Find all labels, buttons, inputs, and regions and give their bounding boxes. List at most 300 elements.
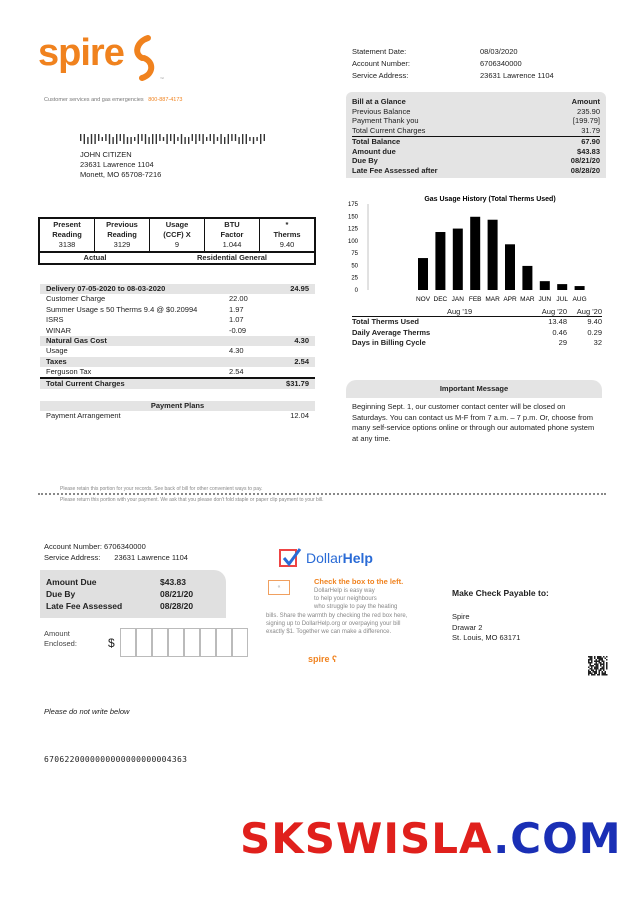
payable-address [452,612,520,644]
qr-module [596,667,598,669]
value: 2.54 [294,356,309,366]
qr-module [593,665,595,667]
qr-module [600,659,602,661]
barcode-bar [199,134,200,141]
payable-title: Make Check Payable to: [452,588,549,598]
qr-module [606,664,608,666]
x-tick-label: MAR [520,296,535,303]
qr-module [594,664,596,666]
stub-row [46,588,220,600]
prev: 29 [558,338,567,347]
qr-module [590,656,592,658]
x-tick-label: JUL [556,296,568,303]
blank [352,307,447,316]
qr-module [588,673,590,675]
barcode-bar [253,137,254,144]
qr-module [599,656,601,658]
barcode-bar [94,134,95,144]
qr-module [591,674,593,676]
label: Total Current Charges [352,125,426,135]
qr-module [606,662,608,664]
stats-header [352,307,602,317]
statement-info [352,46,602,82]
amount-enclosed-label [44,629,77,649]
qr-module [591,661,593,663]
curr: 9.40 [587,317,602,326]
payment-plan-line [40,411,315,422]
qr-module [600,670,602,672]
qr-module [602,659,604,661]
label: Service Address: [352,71,409,80]
barcode-bar [80,134,81,141]
qr-module [605,671,607,673]
meter-col-present [40,219,95,251]
payment-plans-header [40,401,315,411]
stub-amount-box [40,570,226,618]
qr-module [596,668,598,670]
text: to help your neighbours [314,596,377,602]
label: Customer Charge [46,294,106,303]
label: Natural Gas Cost [46,336,107,345]
stub-service-row [44,552,188,563]
label: Account Number: [44,542,102,551]
header-curr: Aug '20 [541,307,567,316]
bar-dec [435,232,445,290]
bar-jan [453,229,463,290]
qr-module [599,661,601,663]
barcode-bar [177,137,178,141]
barcode-bar [130,137,131,144]
qr-module [596,662,598,664]
scanline: 6706220000000000000000004363 [44,755,188,764]
dollarhelp-brand [306,550,373,566]
barcode-bar [213,134,214,144]
qr-module [596,659,598,661]
qr-module [600,662,602,664]
hands-check-icon [278,546,304,570]
value: 08/28/20 [570,165,600,175]
digit-box[interactable] [152,628,168,657]
watermark-part2: .COM [493,814,622,863]
barcode-bar [120,134,121,141]
meter-col-btu [205,219,260,251]
value: 08/21/20 [160,589,194,599]
barcode-bar [109,134,110,144]
barcode-bar [163,137,164,141]
qr-module [588,661,590,663]
total-balance-row [352,137,600,147]
barcode-bar [184,137,185,144]
contact-line [44,97,182,103]
label: Account Number: [352,59,410,68]
qr-module [588,670,590,672]
value: 12.04 [290,411,309,420]
qr-module [605,658,607,660]
stat-row [352,338,602,349]
meter-col-previous [95,219,150,251]
qr-module [599,662,601,664]
spire-swirl-icon: ʕ [332,654,338,664]
y-tick-label: 25 [351,275,358,282]
qr-module [603,668,605,670]
charge-line [40,315,315,326]
postal-barcode-icon [80,132,270,146]
label: Enclosed: [44,639,77,648]
trademark: ™ [159,76,164,81]
value: -0.09 [229,325,247,335]
rate-class: Residential General [196,253,268,262]
barcode-bar [206,137,207,141]
present-reading: 3138 [58,240,76,249]
label: Daily Average Therms [352,327,431,337]
qr-module [597,668,599,670]
qr-module [596,665,598,667]
qr-module [600,668,602,670]
qr-module [591,667,593,669]
qr-module [600,656,602,658]
barcode-bar [87,137,88,144]
header: Factor [220,230,244,239]
curr: 32 [593,338,602,347]
header-prev-year: Aug '19 [447,307,473,316]
digit-box[interactable] [232,628,248,657]
gas-cost-header [40,336,315,346]
barcode-bar [238,137,239,144]
mailing-address [80,132,270,180]
stub-account-number: 6706340000 [104,542,146,551]
qr-module [597,664,599,666]
bill-at-a-glance [346,92,606,178]
total-current-charges [40,377,315,389]
cta: Check the box to the left. [314,577,404,586]
charge-line [40,305,315,316]
text: who struggle to pay the heating [314,604,398,610]
barcode-bar [181,134,182,144]
digit-box[interactable] [184,628,200,657]
bar-jun [540,281,550,290]
barcode-bar [127,137,128,144]
value: [199.79] [572,116,600,125]
meter-col-usage [150,219,205,251]
barcode-bar [242,134,243,144]
do-not-write-note: Please do not write below [44,707,130,716]
bar-mar [488,220,498,290]
label: Total Balance [352,137,401,146]
digit-box[interactable] [136,628,152,657]
qr-module [588,659,590,661]
label: Late Fee Assessed after [352,165,438,175]
qr-module [602,664,604,666]
message-body: Beginning Sept. 1, our customer contact center will be closed on Saturdays. You can contact us M-F from 7 a.m. – 7 p.m. Or, choose from many self-service options online or through our automated phone system at any time. [352,402,595,443]
qr-module [597,674,599,676]
qr-module [602,674,604,676]
contact-phone[interactable]: 800-887-4173 [148,97,183,103]
qr-module [594,671,596,673]
text: DollarHelp is easy way [314,588,375,594]
retain-note: Please retain this portion for your records. See back of bill for other convenient ways to pay. [60,486,263,492]
barcode-bar [224,137,225,144]
qr-module [591,670,593,672]
amount-enclosed-input[interactable] [120,628,248,657]
qr-module [603,673,605,675]
qr-module [590,658,592,660]
barcode-bar [260,134,261,144]
header: * [285,220,289,229]
digit-box[interactable] [216,628,232,657]
qr-module [602,671,604,673]
qr-module [606,665,608,667]
tear-line [38,493,606,495]
y-tick-label: 175 [347,202,358,208]
barcode-bar [195,134,196,144]
barcode-bar [188,137,189,144]
qr-module [603,670,605,672]
qr-module [594,674,596,676]
qr-module [588,656,590,658]
digit-box[interactable] [200,628,216,657]
due-by-row [352,156,600,166]
x-tick-label: JAN [451,296,464,303]
digit-box[interactable] [168,628,184,657]
qr-module [603,667,605,669]
qr-module [606,668,608,670]
qr-module [591,662,593,664]
brand-b: Help [342,550,373,566]
bar-aug [575,286,585,290]
qr-module [605,674,607,676]
account-number-row [352,58,602,70]
bar-feb [470,217,480,290]
curr: 0.29 [587,327,602,337]
glance-row [352,116,600,126]
gas-usage-chart [340,190,610,315]
glance-row [352,107,600,117]
value: 24.95 [290,284,309,293]
watermark-part1: SKSWISLA [240,814,494,863]
x-tick-label: MAR [485,296,500,303]
qr-module [597,667,599,669]
qr-module [596,661,598,663]
header: Therms [273,230,301,239]
delivery-header [40,284,315,294]
message-title: Important Message [346,380,602,398]
qr-module [590,673,592,675]
x-tick-label: DEC [433,296,448,303]
barcode-bar [246,134,247,144]
barcode-bar [156,134,157,144]
dollarhelp-logo [278,546,373,570]
value: $31.79 [286,379,309,388]
label: Delivery 07-05-2020 to 08-03-2020 [46,284,166,293]
digit-box[interactable] [120,628,136,657]
barcode-bar [235,134,236,141]
y-tick-label: 0 [354,288,358,294]
label: Usage [46,346,68,355]
qr-module [597,656,599,658]
dollarhelp-spire-logo [308,654,337,664]
label: Total Therms Used [352,317,419,326]
qr-module [593,671,595,673]
label: Ferguson Tax [46,366,92,376]
stub-service-address: 23631 Lawrence 1104 [114,553,188,562]
label: Service Address: [44,553,101,562]
qr-module [599,670,601,672]
qr-module [594,667,596,669]
qr-module [590,668,592,670]
glance-header [352,97,600,107]
value: 31.79 [581,125,600,135]
barcode-bar [228,134,229,144]
barcode-bar [202,134,203,144]
label: Due By [352,156,378,165]
value: 2.54 [229,366,244,376]
barcode-bar [102,137,103,141]
qr-module [602,668,604,670]
qr-module [605,673,607,675]
label: Amount [44,629,70,638]
qr-module [606,674,608,676]
qr-module [593,670,595,672]
qr-module [591,658,593,660]
qr-module [600,665,602,667]
value: 4.30 [294,336,309,345]
label: Amount due [352,146,396,156]
value: 08/21/20 [570,156,600,165]
qr-module [599,659,601,661]
charge-line [40,294,315,305]
charge-line [40,326,315,337]
statement-date: 08/03/2020 [480,47,518,56]
statement-date-row [352,46,602,58]
qr-module [599,658,601,660]
qr-module [591,665,593,667]
bar-apr [505,244,515,290]
qr-module [599,674,601,676]
y-tick-label: 150 [347,214,358,221]
qr-module [590,659,592,661]
prev: 13.48 [548,317,567,326]
barcode-bar [105,134,106,141]
y-tick-label: 100 [347,238,358,245]
header: Present [53,220,81,229]
glance-amount-header: Amount [571,97,600,106]
qr-module [602,667,604,669]
qr-module [591,656,593,658]
qr-module [600,658,602,660]
glance-title: Bill at a Glance [352,97,406,106]
value: $43.83 [160,577,186,587]
y-tick-label: 125 [347,226,358,233]
service-address-row [352,70,602,82]
return-note: Please return this portion with your payment. We ask that you please don't fold staple or paper clip payment to your bill. [60,497,324,503]
late-fee-row [352,166,600,176]
spire-swirl-icon [130,34,160,84]
qr-module [596,671,598,673]
charge-line [40,367,315,378]
x-tick-label: AUG [572,296,587,303]
barcode-bar [220,134,221,144]
service-address: 23631 Lawrence 1104 [480,71,554,80]
reading-type: Actual [83,253,107,262]
payee-line1: Drawar 2 [452,622,483,632]
stat-row [352,328,602,339]
logo-wordmark: spire [38,32,124,74]
y-tick-label: 50 [351,263,358,270]
x-tick-label: APR [503,296,517,303]
x-tick-label: JUN [538,296,552,303]
customer-name: JOHN CITIZEN [80,150,132,159]
brand: spire [308,654,330,664]
qr-code-icon [588,656,608,676]
barcode-bar [84,134,85,144]
dollarhelp-intro [314,587,397,611]
dollarhelp-body: bills. Share the warmth by checking the red box here, signing up to DollarHelp.org or overpaying your bill exactly $1. Together we can make a difference. [266,613,408,635]
qr-module [606,659,608,661]
x-tick-label: FEB [468,296,482,303]
payee-line2: St. Louis, MO 63171 [452,633,521,642]
stub-row [46,576,220,588]
value: 1.07 [229,315,244,324]
barcode-bar [170,134,171,141]
charges-section [40,284,315,422]
header: Reading [52,230,82,239]
payee-name: Spire [452,612,470,621]
barcode-bar [152,134,153,144]
chart-title: Gas Usage History (Total Therms Used) [424,196,556,203]
label: Due By [46,589,76,599]
currency-symbol: $ [108,636,115,650]
account-number: 6706340000 [480,59,522,68]
barcode-bar [148,137,149,144]
qr-module [594,673,596,675]
meter-reading-table [38,217,316,265]
therms: 9.40 [279,240,295,249]
label: Total Current Charges [46,379,125,388]
qr-module [594,658,596,660]
qr-module [590,662,592,664]
qr-module [599,673,601,675]
label: Previous Balance [352,106,411,116]
barcode-bar [138,134,139,144]
header: BTU [224,220,240,229]
header: Previous [106,220,138,229]
header-curr-2: Aug '20 [576,307,602,316]
glance-row [352,126,600,136]
important-message [346,380,602,448]
label: Statement Date: [352,47,407,56]
meter-col-therms [260,219,314,251]
barcode-bar [231,134,232,141]
dollarhelp-checkbox[interactable]: « [268,580,290,595]
barcode-bar [192,134,193,141]
stub-account-info [44,541,188,563]
barcode-bar [159,134,160,141]
barcode-bar [174,134,175,144]
qr-module [606,667,608,669]
watermark [240,814,622,863]
qr-module [596,670,598,672]
label: Payment Thank you [352,116,419,125]
dollarhelp-cta [314,577,403,586]
qr-module [603,662,605,664]
header: (CCF) X [163,230,191,239]
label: Summer Usage s 50 Therms 9.4 @ $0.20994 [46,304,198,314]
bar-nov [418,258,428,290]
brand-a: Dollar [306,550,343,566]
label: Payment Arrangement [46,411,121,420]
btu-factor: 1.044 [222,240,242,249]
customer-address-1: 23631 Lawrence 1104 [80,160,154,169]
